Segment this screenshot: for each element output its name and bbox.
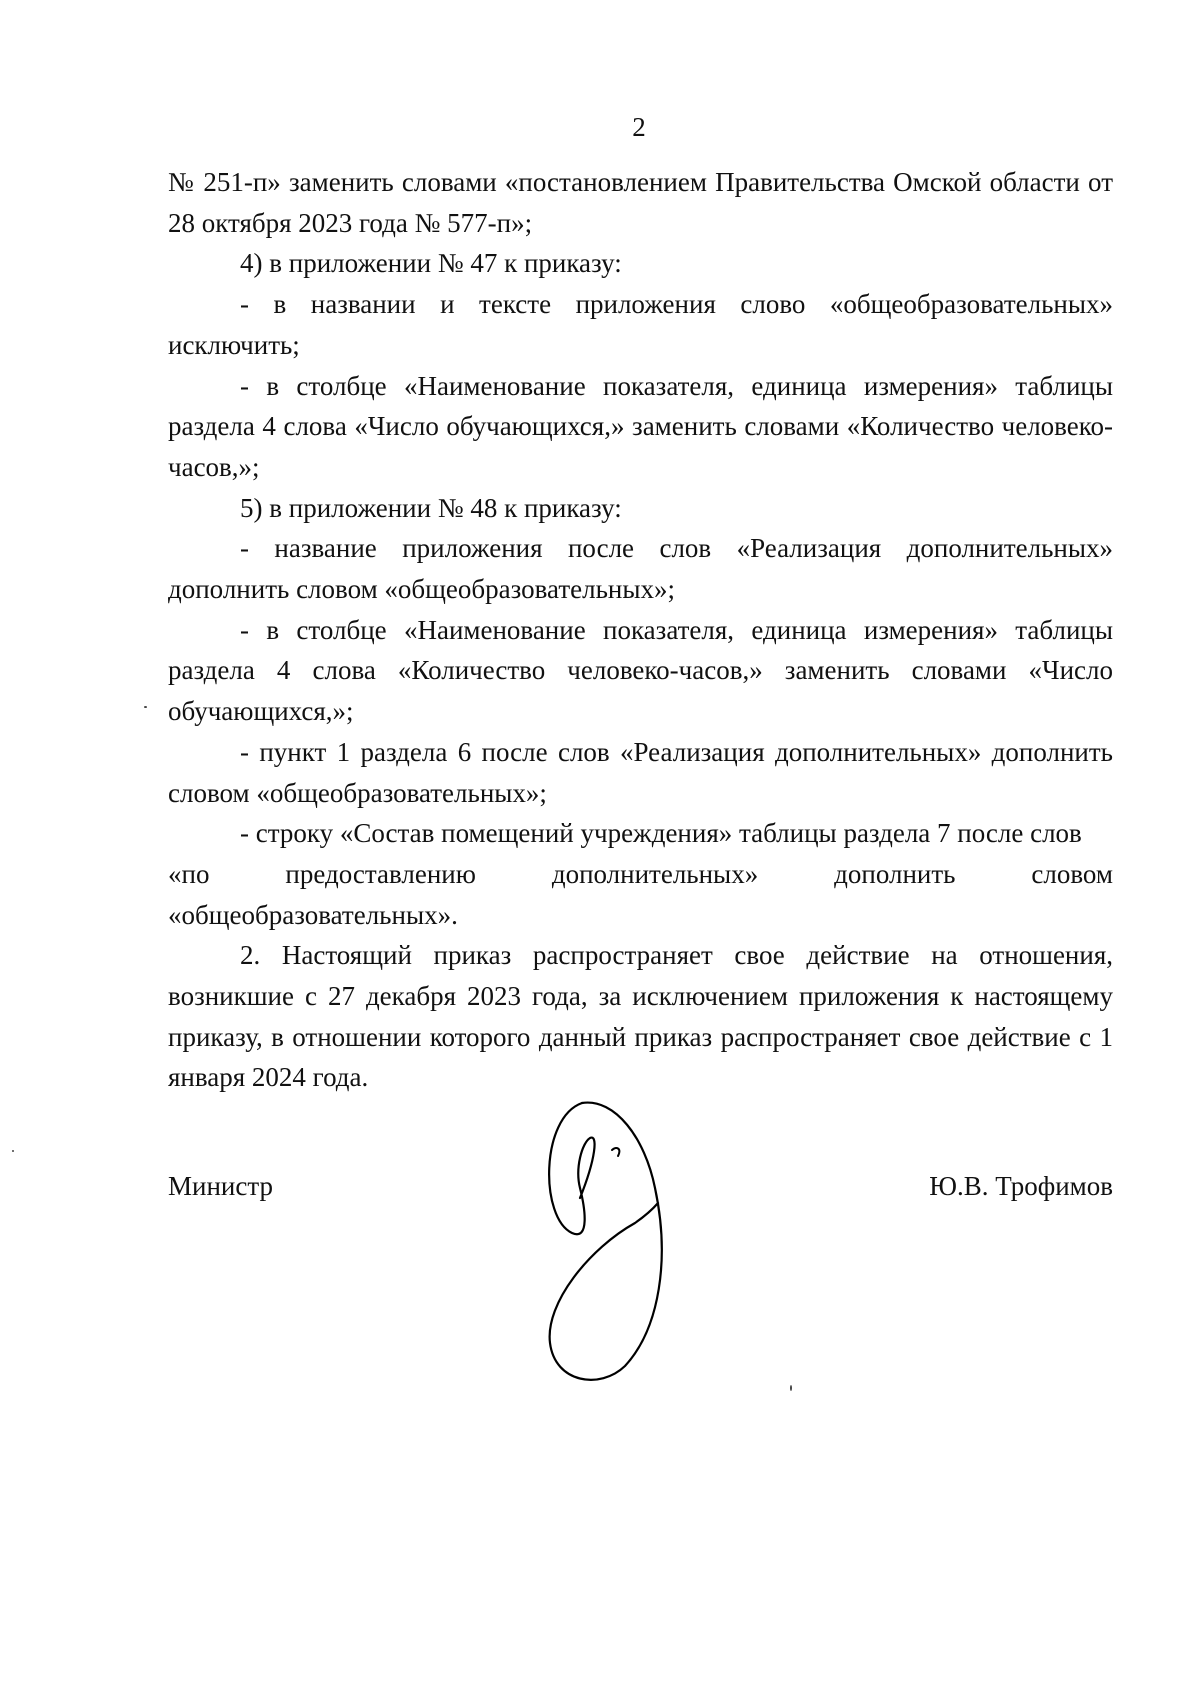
paragraph-item-5-section-7-change-line-1: - строку «Состав помещений учреждения» таблицы раздела 7 после слов	[240, 818, 1082, 849]
paragraph-item-5-title-change: - название приложения после слов «Реализация дополнительных» дополнить словом «общеобразовательных»;	[168, 533, 1113, 605]
paragraph-item-5-section-7-change-line-2: «по предоставлению дополнительных» дополнить словом	[168, 858, 1113, 889]
paragraph-item-5-section-7-change-line-3: «общеобразовательных».	[168, 899, 458, 930]
handwritten-signature	[520, 1098, 720, 1398]
paragraph-continuation: № 251-п» заменить словами «постановлением Правительства Омской области от 28 октября 2023 года № 577-п»;	[168, 167, 1113, 238]
paragraph-item-4-column-change: - в столбце «Наименование показателя, единица измерения» таблицы раздела 4 слова «Число обучающихся,» заменить словами «Количество человеко-часов,»;	[168, 370, 1113, 482]
paragraph-item-5-column-change: - в столбце «Наименование показателя, единица измерения» таблицы раздела 4 слова «Количество человеко-часов,» заменить словами «Число обучающихся,»;	[168, 614, 1113, 727]
scan-speck	[144, 706, 147, 708]
document-body	[168, 162, 1113, 1098]
page-number: 2	[632, 112, 646, 142]
signatory-position: Министр	[168, 1171, 273, 1201]
paragraph-item-5-heading: 5) в приложении № 48 к приказу:	[240, 492, 622, 523]
paragraph-item-5-section-6-change: - пункт 1 раздела 6 после слов «Реализация дополнительных» дополнить словом «общеобразовательных»;	[168, 736, 1113, 808]
paragraph-item-4-heading: 4) в приложении № 47 к приказу:	[240, 248, 622, 279]
scan-speck	[12, 1150, 14, 1152]
scan-speck	[790, 1385, 792, 1391]
paragraph-effective-date: 2. Настоящий приказ распространяет свое действие на отношения, возникшие с 27 декабря 2023 года, за исключением приложения к настоящему приказу, в отношении которого данный приказ распространяет свое действие с 1 января 2024 года.	[168, 940, 1113, 1093]
signatory-name: Ю.В. Трофимов	[929, 1171, 1113, 1201]
paragraph-item-4-title-change: - в названии и тексте приложения слово «общеобразовательных» исключить;	[168, 289, 1113, 360]
